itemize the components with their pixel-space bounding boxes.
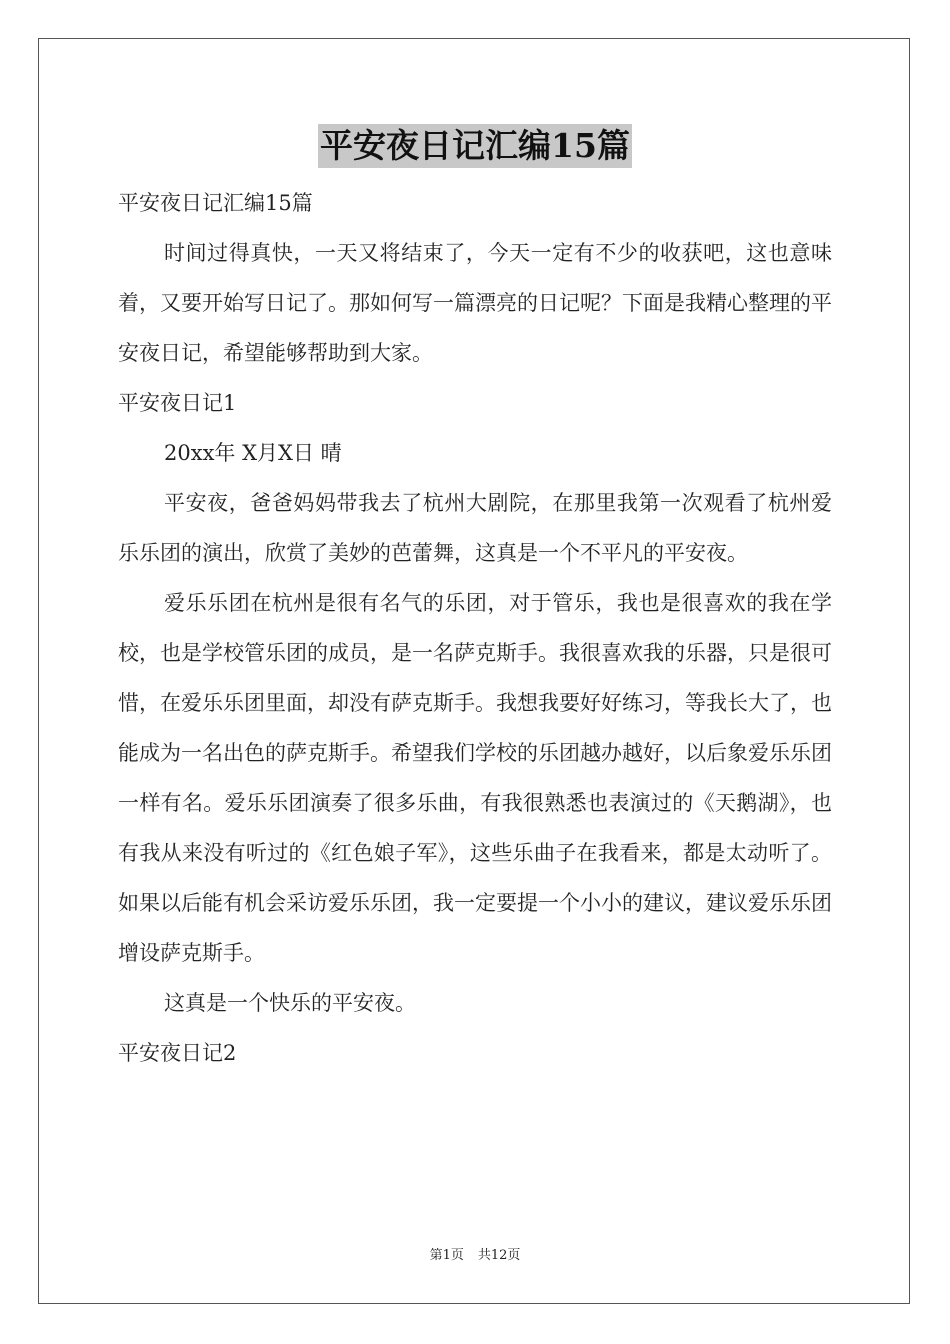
subtitle-line: 平安夜日记汇编15篇	[118, 191, 313, 215]
section-heading-2: 平安夜日记2	[118, 1041, 237, 1065]
diary-date-1: 20xx年 X月X日 晴	[164, 441, 342, 465]
title-container	[0, 124, 950, 168]
document-title: 平安夜日记汇编15篇	[318, 124, 632, 168]
page-number: 第1页	[429, 1248, 464, 1263]
page-total: 共12页	[477, 1248, 521, 1263]
section-heading-1: 平安夜日记1	[118, 391, 237, 415]
diary-paragraph-1b: 爱乐乐团在杭州是很有名气的乐团，对于管乐，我也是很喜欢的我在学校，也是学校管乐团的成员，是一名萨克斯手。我很喜欢我的乐器，只是很可惜，在爱乐乐团里面，却没有萨克斯手。我想我要好好练习，等我长大了，也能成为一名出色的萨克斯手。希望我们学校的乐团越办越好，以后象爱乐乐团一样有名。爱乐乐团演奏了很多乐曲，有我很熟悉也表演过的《天鹅湖》，也有我从来没有听过的《红色娘子军》，这些乐曲子在我看来，都是太动听了。如果以后能有机会采访爱乐乐团，我一定要提一个小小的建议，建议爱乐乐团增设萨克斯手。	[118, 591, 832, 965]
page-footer	[0, 1246, 950, 1266]
diary-paragraph-1c: 这真是一个快乐的平安夜。	[164, 991, 416, 1015]
intro-paragraph: 时间过得真快，一天又将结束了，今天一定有不少的收获吧，这也意味着，又要开始写日记了。那如何写一篇漂亮的日记呢？下面是我精心整理的平安夜日记，希望能够帮助到大家。	[118, 241, 832, 365]
document-body	[118, 178, 832, 1078]
diary-paragraph-1a: 平安夜，爸爸妈妈带我去了杭州大剧院，在那里我第一次观看了杭州爱乐乐团的演出，欣赏了美妙的芭蕾舞，这真是一个不平凡的平安夜。	[118, 491, 832, 565]
